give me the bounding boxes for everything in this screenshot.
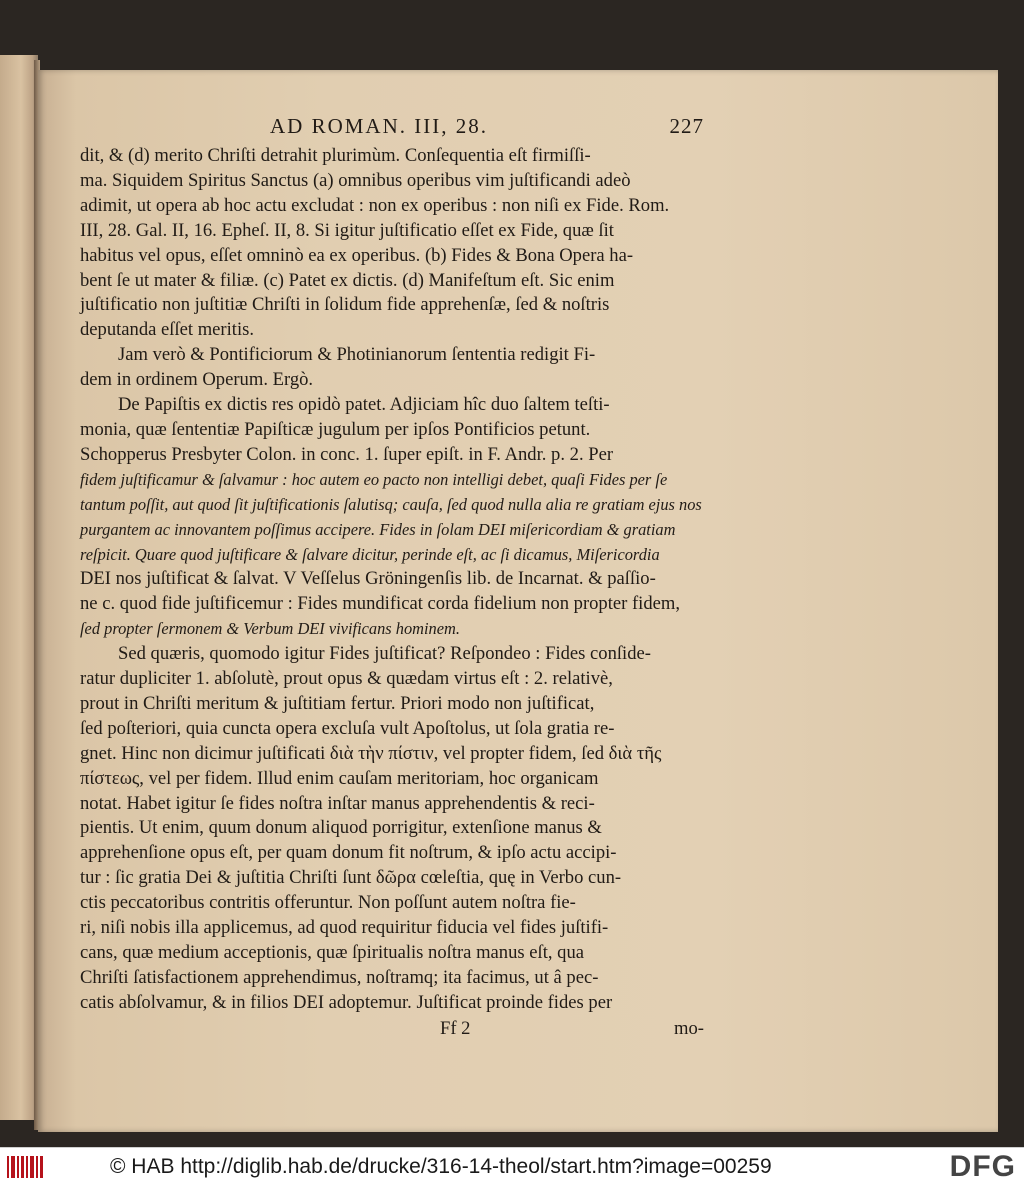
text-line: notat. Habet igitur ſe fides noſtra inſtar manus apprehendentis & reci- xyxy=(80,792,595,814)
text-line: habitus vel opus, eſſet omninò ea ex operibus. (b) Fides & Bona Opera ha- xyxy=(80,244,634,266)
hab-barcode-logo-icon[interactable] xyxy=(4,1152,52,1182)
text-line: pientis. Ut enim, quum donum aliquod porrigitur, extenſione manus & xyxy=(80,817,602,839)
text-line: ctis peccatoribus contritis offeruntur. Non poſſunt autem noſtra fie- xyxy=(80,892,576,914)
text-line: Sed quæris, quomodo igitur Fides juſtificat? Reſpondeo : Fides conſide- xyxy=(118,643,651,665)
text-line: Jam verò & Pontificiorum & Photinianorum ſententia redigit Fi- xyxy=(118,344,596,366)
text-line: dem in ordinem Operum. Ergò. xyxy=(80,369,314,391)
text-line: deputanda eſſet meritis. xyxy=(80,319,254,341)
text-line: bent ſe ut mater & filiæ. (c) Patet ex dictis. (d) Manifeſtum eſt. Sic enim xyxy=(80,269,615,291)
text-line: apprehenſione opus eſt, per quam donum fit noſtrum, & ipſo actu accipi- xyxy=(80,842,617,864)
signature-mark: Ff 2 xyxy=(440,1017,471,1039)
text-line: cans, quæ medium acceptionis, quæ ſpiritualis noſtra manus eſt, qua xyxy=(80,942,585,963)
text-line: fidem juſtificamur & ſalvamur : hoc autem eo pacto non intelligi debet, quaſi Fides per ſe xyxy=(80,469,668,489)
text-line: gnet. Hinc non dicimur juſtificati διὰ τὴν πίστιν, vel propter fidem, ſed διὰ τῆς xyxy=(80,742,662,764)
text-line: ri, niſi nobis illa applicemus, ad quod requiritur fiducia vel fides juſtifi- xyxy=(80,917,609,939)
text-line: reſpicit. Quare quod juſtificare & ſalvare dicitur, perinde eſt, ac ſi dicamus, Miſericordia xyxy=(80,544,660,564)
text-line: DEI nos juſtificat & ſalvat. V Veſſelus Gröningenſis lib. de Incarnat. & paſſio- xyxy=(80,568,656,590)
text-line: Chriſti ſatisfactionem apprehendimus, noſtramq; ita facimus, ut â pec- xyxy=(80,966,599,988)
text-line: prout in Chriſti meritum & juſtitiam fertur. Priori modo non juſtificat, xyxy=(80,692,595,714)
text-line: juſtificatio non juſtitiæ Chriſti in ſolidum fide apprehenſæ, ſed & noſtris xyxy=(80,294,610,316)
viewer-footer xyxy=(0,1147,1024,1186)
page-footer-line xyxy=(80,1018,704,1044)
text-line: dit, & (d) merito Chriſti detrahit plurimùm. Conſequentia eſt firmiſſi- xyxy=(80,145,591,166)
text-line: Schopperus Presbyter Colon. in conc. 1. ſuper epiſt. in F. Andr. p. 2. Per xyxy=(80,443,614,465)
page-text-block xyxy=(80,114,704,1044)
page-number: 227 xyxy=(669,114,704,138)
text-line: ſed poſteriori, quia cuncta opera excluſa vult Apoſtolus, ut ſola gratia re- xyxy=(80,717,615,739)
text-line: ne c. quod fide juſtificemur : Fides mundificat corda fidelium non propter fidem, xyxy=(80,593,681,615)
text-line: monia, quæ ſententiæ Papiſticæ jugulum per ipſos Pontificios petunt. xyxy=(80,418,591,440)
text-line: ſed propter ſermonem & Verbum DEI vivificans hominem. xyxy=(80,619,460,639)
text-line: πίστεως, vel per fidem. Illud enim cauſam meritoriam, hoc organicam xyxy=(80,767,599,789)
copyright-url-text[interactable]: © HAB http://diglib.hab.de/drucke/316-14-theol/start.htm?image=00259 xyxy=(110,1155,772,1178)
text-line: III, 28. Gal. II, 16. Epheſ. II, 8. Si igitur juſtificatio eſſet ex Fide, quæ ſit xyxy=(80,219,614,241)
dfg-logo[interactable]: DFG xyxy=(949,1150,1016,1183)
text-line: purgantem ac innovantem poſſimus accipere. Fides in ſolam DEI miſericordiam & gratiam xyxy=(80,519,676,539)
running-head xyxy=(80,114,704,144)
catchword: mo- xyxy=(674,1017,704,1039)
text-line: ratur dupliciter 1. abſolutè, prout opus & quædam virtus eſt : 2. relativè, xyxy=(80,668,613,690)
text-line: tur : ſic gratia Dei & juſtitia Chriſti ſunt δῶρα cœleſtia, quę in Verbo cun- xyxy=(80,867,622,889)
previous-page-edge xyxy=(0,55,38,1120)
text-line: adimit, ut opera ab hoc actu excludat : non ex operibus : non niſi ex Fide. Rom. xyxy=(80,194,670,216)
text-line: catis abſolvamur, & in filios DEI adoptemur. Juſtificat proinde fides per xyxy=(80,991,613,1013)
body-text xyxy=(80,144,704,1016)
running-head-title: AD ROMAN. III, 28. xyxy=(270,114,488,138)
text-line: ma. Siquidem Spiritus Sanctus (a) omnibus operibus vim juſtificandi adeò xyxy=(80,169,631,191)
text-line: tantum poſſit, aut quod ſit juſtificationis ſalutisq; cauſa, ſed quod nulla alia re gratiam ejus nos xyxy=(80,494,702,514)
text-line: De Papiſtis ex dictis res opidò patet. Adjiciam hîc duo ſaltem teſti- xyxy=(118,394,610,416)
